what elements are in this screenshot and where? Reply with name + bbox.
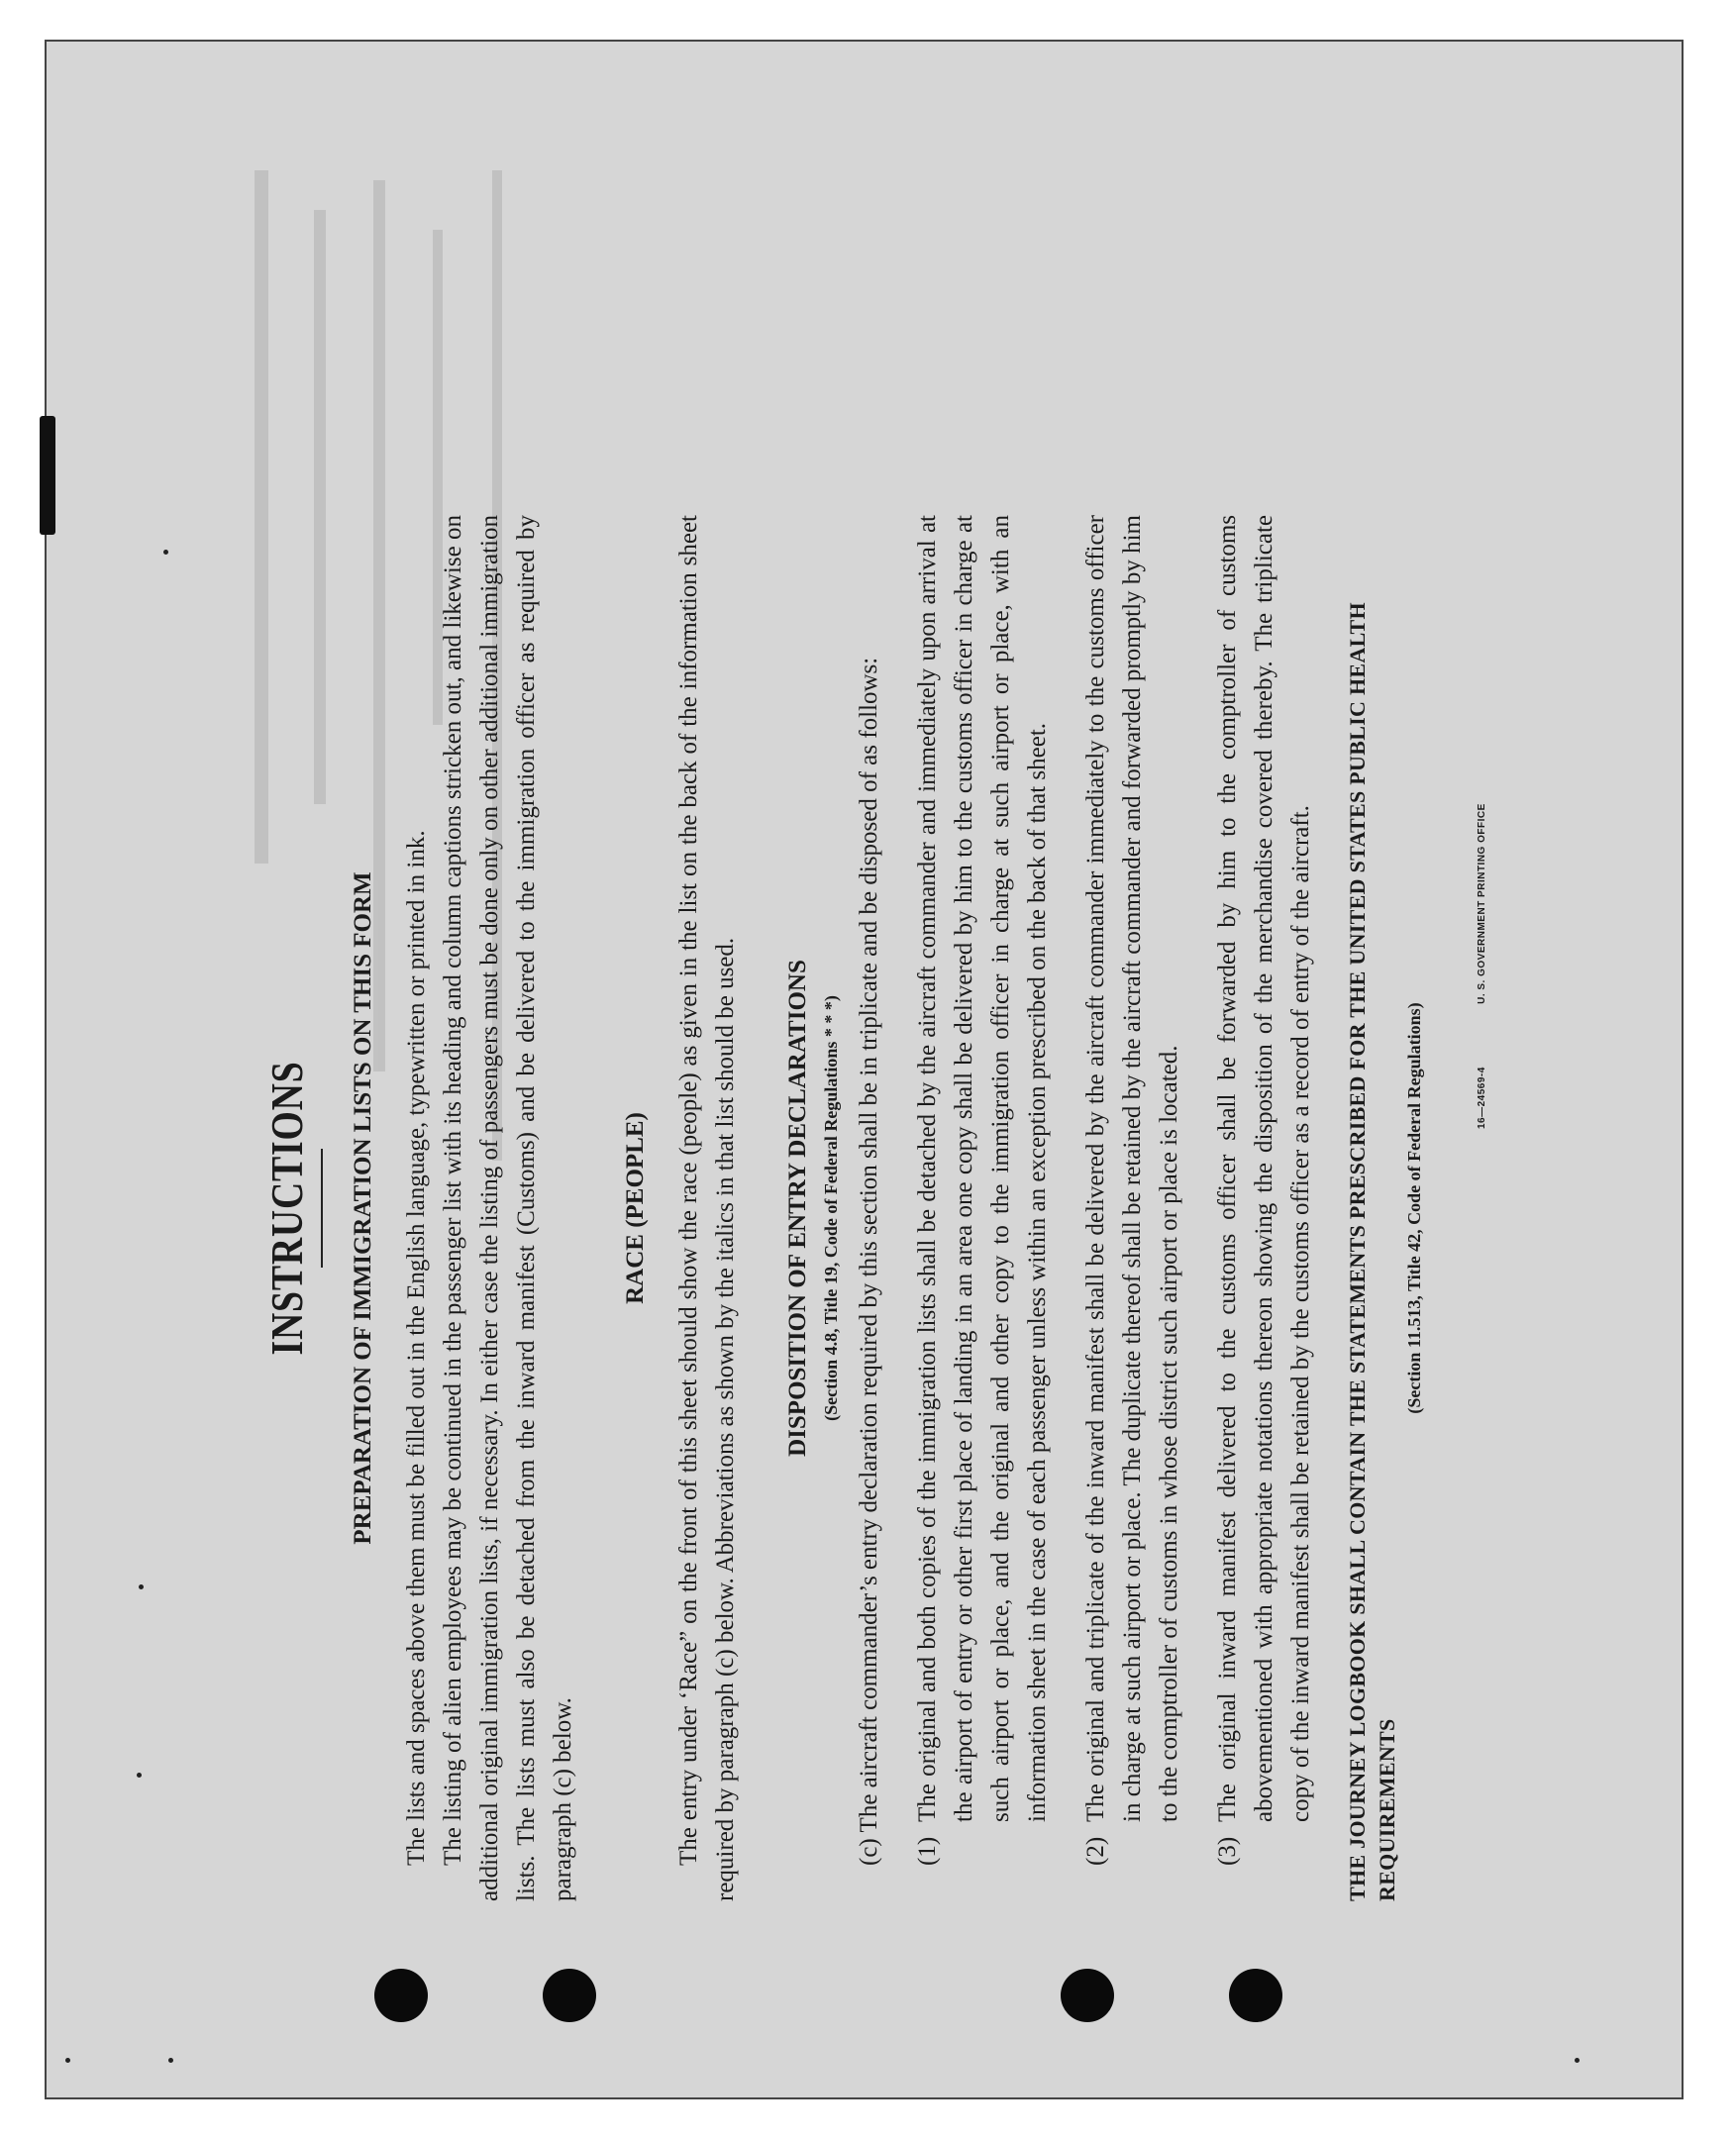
journey-logbook-citation: (Section 11.513, Title 42, Code of Federal Regulations): [1404, 1002, 1424, 1414]
punch-hole-3: [1061, 1969, 1114, 2022]
item-number: (2): [1082, 1836, 1109, 1866]
disposition-item-3: [1209, 515, 1319, 1901]
race-heading: RACE (PEOPLE): [622, 1112, 649, 1304]
item-text: The original and both copies of the immigration lists shall be detached by the aircraft commander and immediately upon arrival at the airport of entry or other first place of landing in an area one copy shall be delivered by him to the customs officer in charge at such airport or place, and the original and other copy to the immigration officer in charge at such airport or place, with an information sheet in the case of each passenger unless within an exception prescribed on the back of that sheet.: [914, 515, 1051, 1822]
speck: [65, 2058, 70, 2063]
punch-hole-1: [374, 1969, 428, 2022]
item-text: The original inward manifest delivered to the customs officer shall be forwarded by him to the comptroller of customs abovementioned with appropriate notations thereon showing the disposition of the merchandise covered thereby. The triplicate copy of the inward manifest shall be retained by the customs officer as a record of entry of the aircraft.: [1214, 515, 1314, 1822]
item-text: The original and triplicate of the inward manifest shall be delivered by the aircraft commander immediately to the customs officer in charge at such airport or place. The duplicate thereof shall be retained by the aircraft commander and forwarded promptly by him to the comptroller of customs in whose district such airport or place is located.: [1082, 515, 1182, 1822]
preparation-paragraph-2: The listing of alien employees may be continued in the passenger list with its heading and column captions stricken out, and likewise on additional original immigration lists, if necessary. In either case the listing of passengers must be done only on other additional immigration lists. The lists must also be detached from the inward manifest (Customs) and be delivered to the immigration officer as required by paragraph (c) below.: [440, 515, 576, 1901]
page-title: INSTRUCTIONS: [261, 1061, 312, 1356]
title-rule: [321, 1149, 323, 1268]
item-number: (1): [914, 1836, 941, 1866]
journey-logbook-statement: THE JOURNEY LOGBOOK SHALL CONTAIN THE STATEMENTS PRESCRIBED FOR THE UNITED STATES PUBLIC HEALTH REQUIREMENTS: [1345, 602, 1399, 1901]
speck: [137, 1773, 142, 1778]
disposition-intro: (c) The aircraft commander’s entry declaration required by this section shall be in triplicate and be disposed of as follows:: [856, 657, 882, 1866]
disposition-heading: DISPOSITION OF ENTRY DECLARATIONS: [784, 960, 811, 1457]
disposition-item-1: [909, 515, 1056, 1901]
race-paragraph: The entry under ‘Race” on the front of this sheet should show the race (people) as given in the list on the back of the information sheet required by paragraph (c) below. Abbreviations as shown by the italics in that list should be used.: [675, 515, 739, 1901]
torn-edge-mark: [40, 416, 55, 535]
speck: [168, 2058, 173, 2063]
punch-hole-4: [1229, 1969, 1282, 2022]
preparation-heading: PREPARATION OF IMMIGRATION LISTS ON THIS FORM: [350, 871, 376, 1545]
print-footer: [1464, 515, 1500, 1901]
rotated-instructions: [257, 79, 1487, 1961]
instructions-content: [257, 515, 1500, 1901]
disposition-citation: (Section 4.8, Title 19, Code of Federal Regulations * * *): [821, 995, 841, 1421]
preparation-paragraph-1: The lists and spaces above them must be filled out in the English language, typewritten or printed in ink.: [403, 830, 430, 1866]
speck: [163, 550, 168, 555]
form-number: 16—24569-4: [1477, 1067, 1487, 1129]
disposition-item-2: [1077, 515, 1187, 1901]
speck: [1575, 2058, 1580, 2063]
speck: [139, 1584, 144, 1589]
punch-hole-2: [543, 1969, 596, 2022]
item-number: (3): [1214, 1836, 1241, 1866]
printer-imprint: U. S. GOVERNMENT PRINTING OFFICE: [1477, 803, 1487, 1004]
